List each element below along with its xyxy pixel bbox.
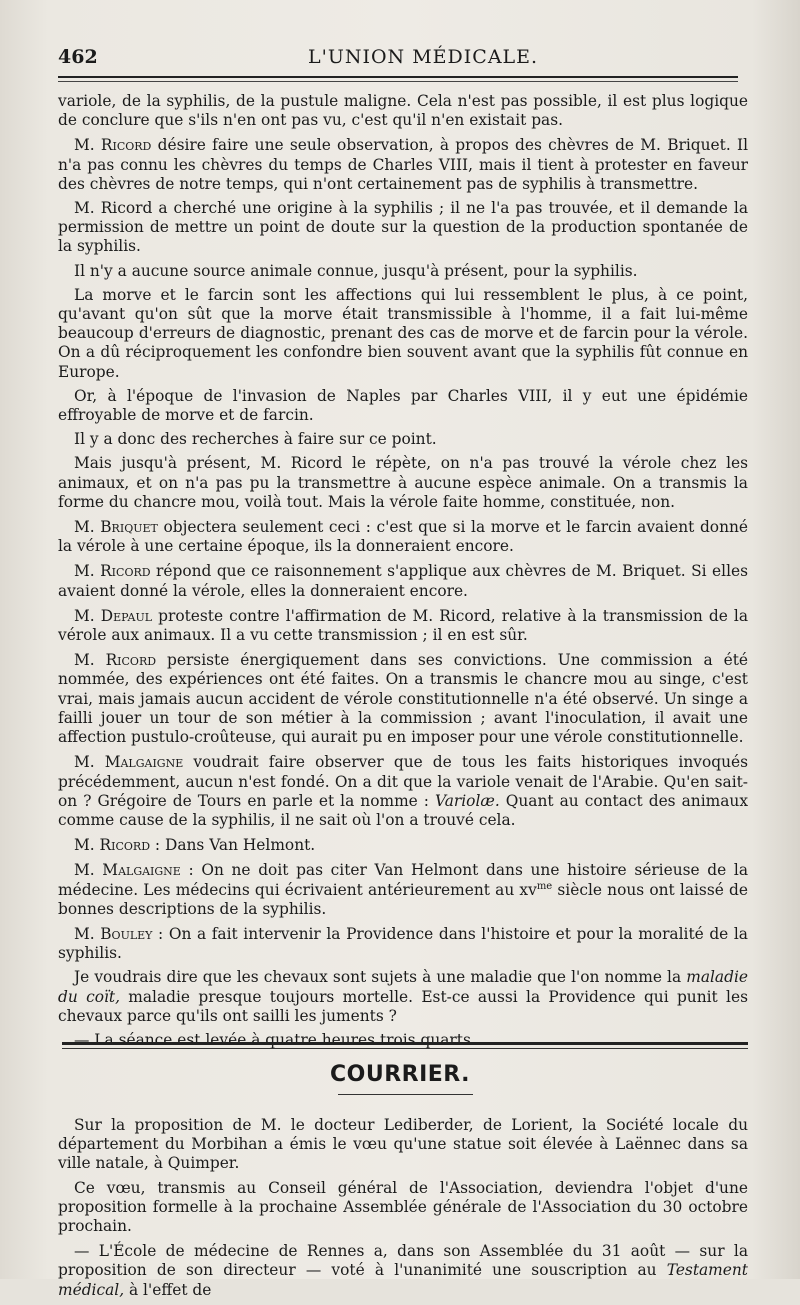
paragraph: M. Malgaigne : On ne doit pas citer Van Helmont dans une histoire sérieuse de la médecine. Les médecins qui écrivaient antérieurement au $xv^{me}$ siècle nous ont laissé de bonnes descriptions de la syphilis. <box>58 861 748 918</box>
paragraph: M. Ricord : Dans Van Helmont. <box>74 836 316 855</box>
page-header <box>58 46 738 72</box>
speaker-name: M. Malgaigne <box>74 753 184 772</box>
running-title: L'UNION MÉDICALE. <box>308 46 539 68</box>
section-rule-thick <box>62 1042 748 1045</box>
paragraph: M. Briquet objectera seulement ceci : c'est que si la morve et le farcin avaient donné la vérole à une certaine époque, ils la donneraient encore. <box>58 518 748 556</box>
paragraph: Mais jusqu'à présent, M. Ricord le répète, on n'a pas trouvé la vérole chez les animaux, et on n'a pas pu la transmettre à aucune espèce animale. On a transmis la forme du chancre mou, voilà tout. Mais la vérole faite homme, constituée, non. <box>58 454 748 511</box>
paragraph: M. Bouley : On a fait intervenir la Providence dans l'histoire et pour la moralité de la syphilis. <box>58 924 748 963</box>
closing-line: — La séance est levée à quatre heures trois quarts. <box>74 1030 476 1049</box>
paragraph: M. Malgaigne voudrait faire observer que de tous les faits historiques invoqués précédemment, aucun n'est fondé. On a dit que la variole venait de l'Arabie. Qu'en sait-on ? Grégoire de Tours en parle et la nomme : Variolæ. Quant au contact des animaux comme cause de la syphilis, il ne sait où l'on a trouvé cela. <box>58 753 749 829</box>
page-number: 462 <box>58 46 98 68</box>
speaker-name: M. Ricord <box>74 651 157 670</box>
section-title-underline <box>338 1094 473 1095</box>
paragraph: Ce vœu, transmis au Conseil général de l'Association, deviendra l'objet d'une proposition formelle à la prochaine Assemblée générale de l'Association du 30 octobre prochain. <box>58 1178 748 1236</box>
paragraph: M. Ricord répond que ce raisonnement s'applique aux chèvres de M. Briquet. Si elles avaient donné la vérole, elles la donneraient encore. <box>58 562 749 600</box>
speaker-name: M. Ricord <box>74 562 151 581</box>
paragraph: Il y a donc des recherches à faire sur ce point. <box>74 430 437 449</box>
section-title: COURRIER. <box>329 1062 470 1087</box>
paragraph: M. Ricord persiste énergiquement dans ses convictions. Une commission a été nommée, des expériences ont été faites. On a transmis le chancre mou au singe, c'est vrai, mais jamais aucun accident de vérole constitutionnelle n'a été observé. Un singe a failli jouer un tour de son métier à la commission ; avant l'inoculation, il avait une affection pustulo-croûteuse, qui aurait pu en imposer pour une vérole constitutionnelle. <box>58 651 749 747</box>
paragraph: Il n'y a aucune source animale connue, jusqu'à présent, pour la syphilis. <box>74 261 638 280</box>
paragraph: Or, à l'époque de l'invasion de Naples par Charles VIII, il y eut une épidémie effroyable de morve et de farcin. <box>58 386 748 425</box>
courrier-body <box>58 1116 748 1305</box>
section-rule-thin <box>62 1048 748 1049</box>
header-rule <box>58 76 738 78</box>
header-rule-thin <box>58 81 738 82</box>
paragraph: Je voudrais dire que les chevaux sont sujets à une maladie que l'on nomme la maladie du coït, maladie presque toujours mortelle. Est-ce aussi la Providence qui punit les chevaux parce qu'ils ont sailli les juments ? <box>58 968 748 1025</box>
article-body <box>58 92 748 1055</box>
paragraph: M. Depaul proteste contre l'affirmation de M. Ricord, relative à la transmission de la vérole aux animaux. Il a vu cette transmission ; il en est sûr. <box>58 606 748 645</box>
speaker-name: M. Ricord <box>74 836 151 855</box>
paragraph: M. Ricord désire faire une seule observation, à propos des chèvres de M. Briquet. Il n'a pas connu les chèvres du temps de Charles VIII, mais il tient à protester en faveur des chèvres de notre temps, qui n'ont certainement pas de syphilis à transmettre. <box>58 136 748 193</box>
paragraph: Sur la proposition de M. le docteur Lediberder, de Lorient, la Société locale du département du Morbihan a émis le vœu qu'une statue soit élevée à Laënnec dans sa ville natale, à Quimper. <box>58 1116 748 1173</box>
speaker-name: M. Depaul <box>74 606 153 625</box>
speaker-name: M. Malgaigne <box>74 861 181 880</box>
speaker-name: M. Briquet <box>74 518 158 537</box>
paragraph: variole, de la syphilis, de la pustule maligne. Cela n'est pas possible, il est plus logique de conclure que s'ils n'en ont pas vu, c'est qu'il n'en existait pas. <box>58 92 748 130</box>
paragraph: M. Ricord a cherché une origine à la syphilis ; il ne l'a pas trouvée, et il demande la permission de mettre un point de doute sur la question de la production spontanée de la syphilis. <box>58 199 748 256</box>
paragraph: La morve et le farcin sont les affections qui lui ressemblent le plus, à ce point, qu'avant qu'on sût que la morve était transmissible à l'homme, il a fait lui-même beaucoup d'erreurs de diagnostic, prenant des cas de morve et de farcin pour la vérole. On a dû réciproquement les confondre bien souvent avant que la syphilis fût connue en Europe. <box>58 285 748 381</box>
paragraph: — L'École de médecine de Rennes a, dans son Assemblée du 31 août — sur la proposition de son directeur — voté à l'unanimité une souscription au Testament médical, à l'effet de <box>58 1242 748 1299</box>
speaker-name: M. Bouley <box>74 924 153 943</box>
speaker-name: M. Ricord <box>74 136 152 155</box>
